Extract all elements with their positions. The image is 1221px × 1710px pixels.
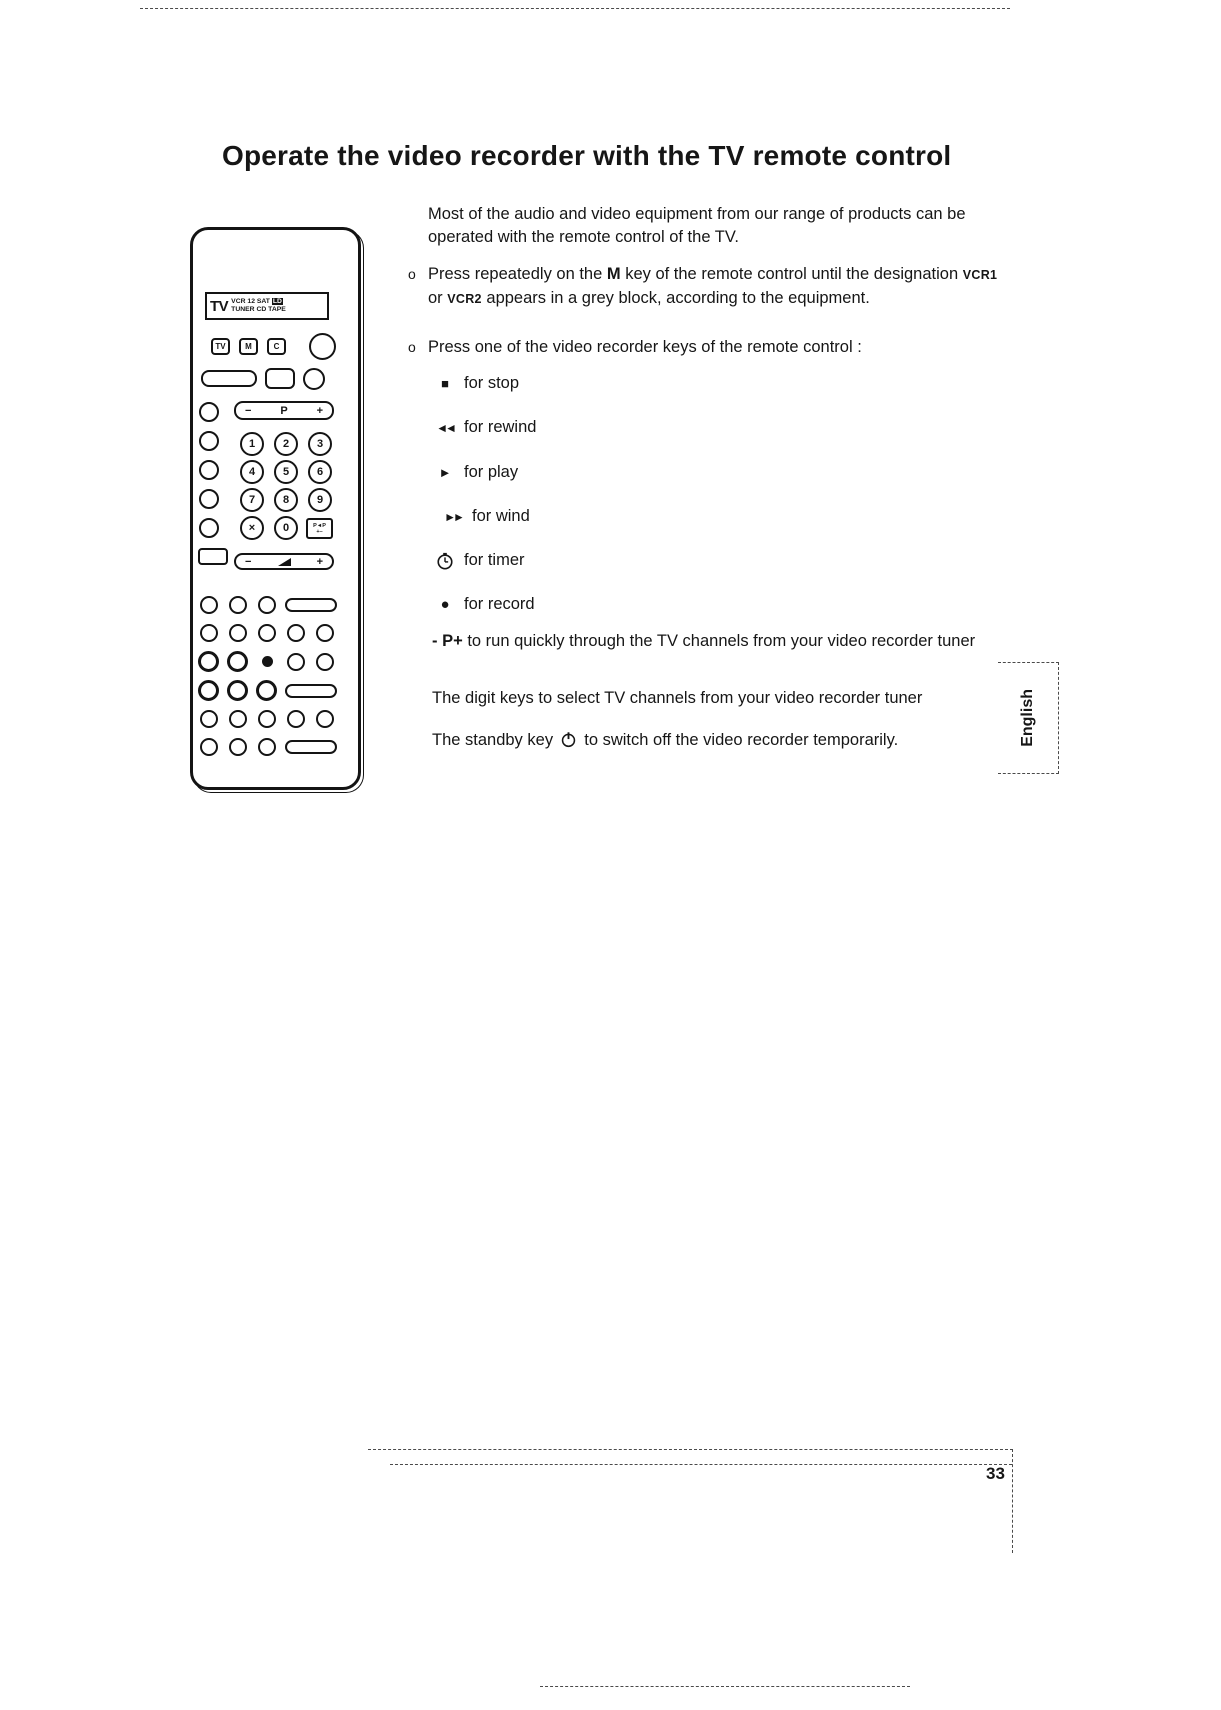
remote-control-illustration [190,227,361,790]
remote-key [287,624,305,642]
key-function-timer [432,551,525,570]
key-function-wind [440,507,530,526]
remote-key [258,738,276,756]
key-function-label: for play [464,463,519,481]
remote-mute-key: × [240,516,264,540]
digit-keys-note: The digit keys to select TV channels from your video recorder tuner [432,689,923,707]
key-function-label: for timer [464,551,525,569]
key-function-label: for wind [472,507,530,525]
remote-key [227,680,248,701]
remote-key [258,624,276,642]
remote-standby-key [309,333,336,360]
fast-forward-icon: ►► [444,509,462,524]
remote-key [229,738,247,756]
remote-volume-key [234,553,334,570]
standby-note: The standby key to switch off the video recorder temporarily. [432,729,1032,755]
bullet-1-text: Press repeatedly on the M key of the remote control until the designation VCR1 or VCR2 appears in a grey block, according to the equipment. [428,265,998,307]
remote-digit-6: 6 [308,460,332,484]
record-icon: ● [440,596,450,613]
remote-pip-key: P◄P +– [306,518,333,539]
bullet-icon: o [408,339,416,355]
key-function-label: for stop [464,374,520,392]
remote-key [227,651,248,672]
scan-artifact-right [1012,1449,1013,1553]
page-title: Operate the video recorder with the TV remote control [222,140,952,171]
mode-display-lines: VCR 12 SAT LD TUNER CD TAPE [231,298,286,313]
volume-plus: + [316,555,323,568]
intro-paragraph: Most of the audio and video equipment from our range of products can be operated with the remote control of the TV. [428,205,966,246]
remote-tv-key: TV [211,338,230,355]
remote-key [199,460,219,480]
remote-key [229,596,247,614]
remote-key [316,653,334,671]
remote-key [316,624,334,642]
remote-m-key: M [239,338,258,355]
play-icon: ► [438,465,452,480]
volume-minus: − [245,555,252,568]
remote-key [200,596,218,614]
key-function-label: for rewind [464,418,537,436]
remote-key [199,402,219,422]
key-function-rewind [432,418,536,437]
vcr2-label: VCR2 [447,292,482,306]
remote-digit-8: 8 [274,488,298,512]
bullet-icon: o [408,266,416,282]
ld-label: LD [272,298,282,305]
remote-c-key: C [267,338,286,355]
remote-key [200,738,218,756]
remote-key [200,624,218,642]
remote-key [285,598,337,612]
remote-key [229,710,247,728]
remote-digit-1: 1 [240,432,264,456]
remote-program-key [234,401,334,420]
remote-digit-5: 5 [274,460,298,484]
remote-mode-display [205,292,329,320]
scan-artifact-top [140,8,1010,9]
remote-key [199,489,219,509]
remote-key [258,710,276,728]
remote-digit-3: 3 [308,432,332,456]
p-key-label: - P+ [432,632,463,650]
scan-artifact-bottom-2 [390,1464,1012,1465]
language-tab-label: English [1019,689,1036,747]
standby-power-icon [560,731,578,755]
bullet-2-text: Press one of the video recorder keys of the remote control : [428,338,862,356]
scan-artifact-bottom-3 [540,1686,910,1687]
remote-digit-2: 2 [274,432,298,456]
remote-key [256,680,277,701]
p-key-note: - P+ to run quickly through the TV channels from your video recorder tuner [432,632,976,650]
remote-key [200,710,218,728]
remote-key [265,368,295,389]
remote-key [198,651,219,672]
vcr1-label: VCR1 [962,268,998,282]
stop-icon: ■ [441,376,449,391]
remote-digit-4: 4 [240,460,264,484]
key-function-record [432,595,535,614]
language-tab [998,662,1059,774]
tv-brand-label: TV [210,297,229,315]
key-function-label: for record [464,595,535,613]
program-label: P [280,404,288,417]
program-plus: + [316,404,323,417]
scan-artifact-bottom-1 [368,1449,1013,1450]
remote-key [287,710,305,728]
program-minus: − [245,404,252,417]
remote-key [316,710,334,728]
m-key-label: M [606,265,621,283]
remote-key [198,680,219,701]
key-function-stop [432,374,519,393]
instruction-bullet-2 [408,336,1008,359]
remote-key [287,653,305,671]
remote-digit-0: 0 [274,516,298,540]
remote-key [303,368,325,390]
remote-key [258,596,276,614]
volume-ramp-icon [278,558,291,566]
key-function-play [432,463,518,482]
remote-key [285,684,337,698]
remote-key [198,548,228,565]
rewind-icon: ◄◄ [436,420,454,435]
remote-key [199,431,219,451]
remote-key [285,740,337,754]
remote-digit-7: 7 [240,488,264,512]
remote-key [229,624,247,642]
remote-digit-9: 9 [308,488,332,512]
remote-key [201,370,257,387]
timer-clock-icon [432,552,458,570]
page-number: 33 [986,1464,1005,1483]
remote-key [262,656,273,667]
instruction-bullet-1 [408,263,1008,311]
remote-key [199,518,219,538]
